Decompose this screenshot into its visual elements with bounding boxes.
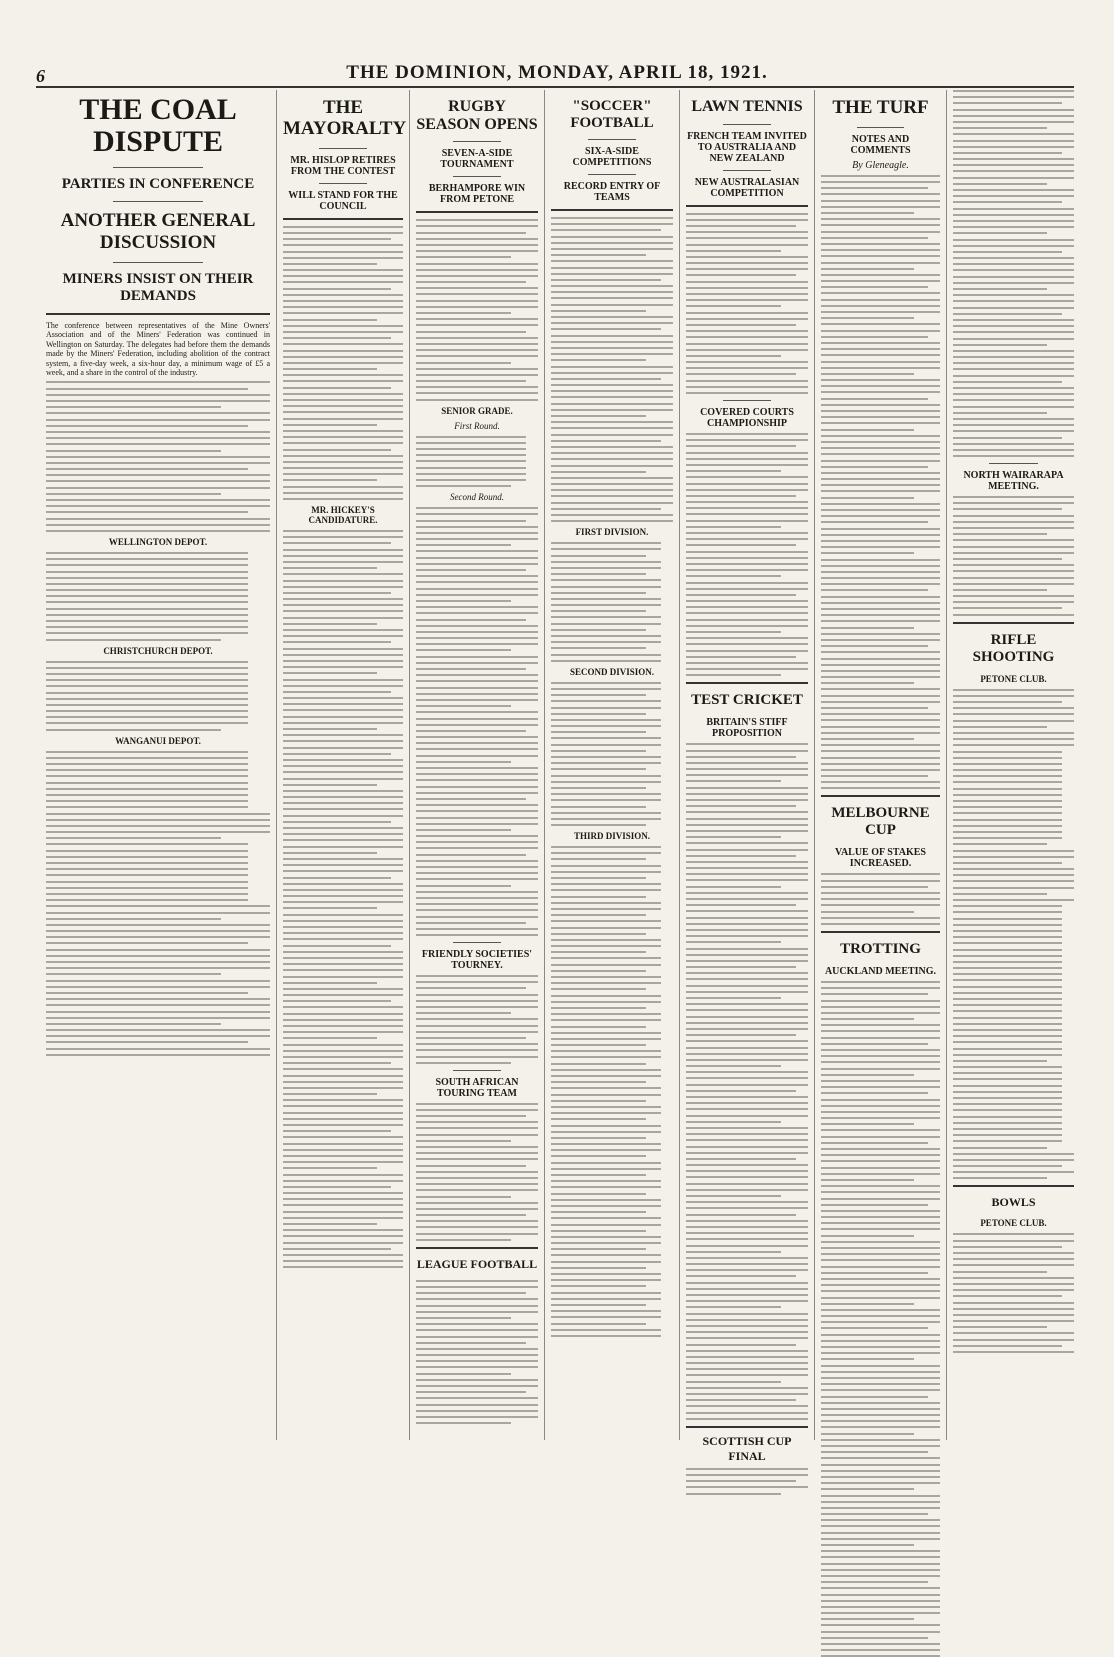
headline-south-african-team: SOUTH AFRICAN TOURING TEAM <box>435 1076 519 1099</box>
article-test-cricket <box>686 743 808 1419</box>
deck-hislop-retires: MR. HISLOP RETIRES FROM THE CONTEST <box>290 154 396 177</box>
article-body-text <box>551 217 673 522</box>
deck-berhampore-win: BERHAMPORE WIN FROM PETONE <box>428 183 526 206</box>
headline-rugby-season: RUGBY SEASON OPENS <box>416 98 538 133</box>
subhead-first-round: First Round. <box>454 420 500 431</box>
deck-parties-conference: PARTIES IN CONFERENCE <box>61 176 255 192</box>
results-first-division <box>551 542 673 662</box>
article-bowls <box>953 1233 1074 1353</box>
column-lawn-tennis <box>680 90 815 1463</box>
subhead-third-division: THIRD DIVISION. <box>573 831 651 842</box>
article-north-wairarapa <box>953 496 1074 616</box>
results-third-division <box>551 846 673 1337</box>
column-soccer <box>545 90 680 1440</box>
headline-mayoralty: THE MAYORALTY <box>283 97 407 139</box>
article-turf-continued <box>953 90 1074 457</box>
subhead-covered-courts: COVERED COURTS CHAMPIONSHIP <box>700 407 794 430</box>
deck-french-team: FRENCH TEAM INVITED TO AUSTRALIA AND NEW ZEALAND <box>687 130 807 164</box>
headline-bowls: BOWLS <box>991 1195 1036 1210</box>
article-trotting <box>821 981 940 1657</box>
subhead-senior-grade: SENIOR GRADE. <box>441 405 513 416</box>
headline-the-turf: THE TURF <box>832 97 929 118</box>
page-number: 6 <box>36 66 45 86</box>
article-body-text <box>416 219 538 400</box>
subhead-petone-club-bowls: PETONE CLUB. <box>980 1218 1047 1229</box>
subhead-second-round: Second Round. <box>450 492 504 503</box>
article-rifle-shooting <box>953 689 1074 1180</box>
deck-auckland-meeting: AUCKLAND MEETING. <box>824 965 937 977</box>
deck-record-entry: RECORD ENTRY OF TEAMS <box>563 181 661 203</box>
article-body-text <box>46 381 270 532</box>
subhead-petone-club-rifle: PETONE CLUB. <box>980 673 1047 684</box>
headline-league-football: LEAGUE FOOTBALL <box>416 1256 538 1271</box>
article-covered-courts <box>686 433 808 676</box>
article-south-african-team <box>416 1103 538 1241</box>
headline-test-cricket: TEST CRICKET <box>691 692 803 709</box>
masthead-rule <box>36 86 1074 88</box>
column-mayoralty <box>277 90 410 1440</box>
subhead-wanganui-depot: WANGANUI DEPOT. <box>115 735 201 746</box>
deck-six-a-side: SIX-A-SIDE COMPETITIONS <box>572 146 652 168</box>
article-friendly-societies <box>416 975 538 1064</box>
deck-stand-council: WILL STAND FOR THE COUNCIL <box>288 189 398 212</box>
results-first-round <box>416 436 538 488</box>
article-melbourne-cup <box>821 873 940 925</box>
column-turf <box>815 90 947 1440</box>
article-body-text <box>686 213 808 394</box>
deck-general-discussion: ANOTHER GENERAL DISCUSSION <box>60 210 256 253</box>
deck-britains-stiff-proposition: BRITAIN'S STIFF PROPOSITION <box>706 717 788 740</box>
deck-notes-comments: NOTES AND COMMENTS <box>850 133 911 156</box>
headline-lawn-tennis: LAWN TENNIS <box>691 98 803 115</box>
table-wellington-depot <box>46 552 270 641</box>
article-scottish-cup <box>686 1468 808 1495</box>
subhead-wellington-depot: WELLINGTON DEPOT. <box>108 536 208 547</box>
headline-melbourne-cup: MELBOURNE CUP <box>831 805 930 839</box>
headline-rifle-shooting: RIFLE SHOOTING <box>972 631 1055 665</box>
headline-friendly-societies: FRIENDLY SOCIETIES' TOURNEY. <box>421 949 533 972</box>
subhead-christchurch-depot: CHRISTCHURCH DEPOT. <box>103 645 213 656</box>
deck-miners-insist: MINERS INSIST ON THEIR DEMANDS <box>62 271 254 304</box>
deck-australasian-competition: NEW AUSTRALASIAN COMPETITION <box>694 176 800 199</box>
deck-seven-a-side: SEVEN-A-SIDE TOURNAMENT <box>440 148 514 171</box>
subhead-second-division: SECOND DIVISION. <box>569 666 655 677</box>
headline-scottish-cup: SCOTTISH CUP FINAL <box>702 1433 792 1463</box>
column-coal-dispute <box>40 90 277 1440</box>
article-body-text <box>821 175 940 790</box>
article-league-football <box>416 1280 538 1424</box>
subhead-north-wairarapa: NORTH WAIRARAPA MEETING. <box>963 470 1064 493</box>
article-body-text <box>283 226 403 500</box>
results-second-division <box>551 682 673 826</box>
subhead-hickey-candidature: MR. HICKEY'S CANDIDATURE. <box>308 505 378 526</box>
newspaper-columns <box>40 90 1080 1463</box>
headline-trotting: TROTTING <box>840 940 921 957</box>
article-lede: The conference between representatives of the Mine Owners' Association and of the Miners' Federation was continued in Wellington on Saturday. The delegates had before them the demands made by the Miners' Federation, including abolition of the contract system, a five-day week, a six-hour day, a minimum wage of £5 a week, and a share in the control of the industry. <box>46 321 270 378</box>
table-wanganui-depot <box>46 751 270 1056</box>
table-christchurch-depot <box>46 661 270 731</box>
headline-coal-dispute: THE COAL DISPUTE <box>79 93 237 158</box>
headline-soccer-football: "SOCCER" FOOTBALL <box>570 98 654 131</box>
subhead-first-division: FIRST DIVISION. <box>575 527 649 538</box>
results-second-round <box>416 507 538 936</box>
paper-dateline: THE DOMINION, MONDAY, APRIL 18, 1921. <box>346 62 768 83</box>
deck-stakes-increased: VALUE OF STAKES INCREASED. <box>835 847 926 870</box>
column-racing-rifle-bowls <box>947 90 1080 1440</box>
column-rugby <box>410 90 545 1440</box>
masthead <box>0 0 1114 88</box>
byline: By Gleneagle. <box>852 159 909 171</box>
article-body-text-continued <box>283 530 403 1268</box>
